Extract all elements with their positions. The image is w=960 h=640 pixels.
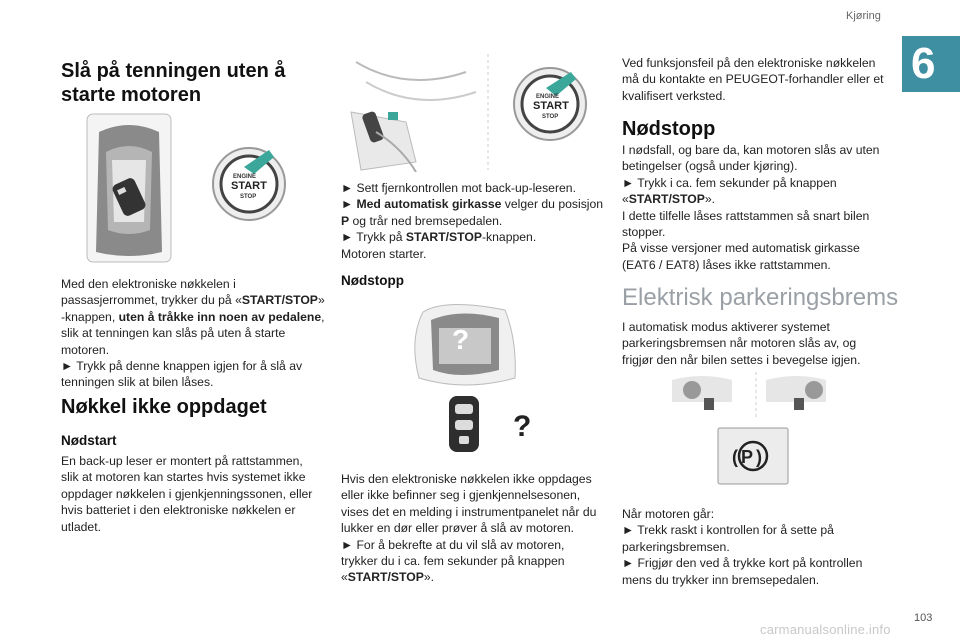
engine-label-1: ENGINE: [233, 174, 257, 180]
subheading-emergency-start: Nødstart: [61, 433, 117, 448]
start-label-1: START: [231, 180, 267, 192]
engine-label-2: ENGINE: [536, 94, 560, 100]
section-title-key-not-detected: Nøkkel ikke oppdaget: [61, 396, 267, 418]
paragraph-backup-start: ► Sett fjernkontrollen mot back-up-leseren. ► Med automatisk girkasse velger du posisjon P og trår ned bremsepedalen. ► Trykk på START/STOP-knappen. Motoren starter.: [341, 181, 604, 261]
paragraph-emergency-stop: I nødsfall, og bare da, kan motoren slås av uten betingelser (også under kjøring). ► Trykk i ca. fem sekunder på knappen «START/STOP». I dette tilfelle låses rattstammen så snart bilen stopper. På visse versjoner med automatisk girkasse (EAT6 / EAT8) låses ikke rattstammen.: [622, 143, 880, 272]
question-mark-key: ?: [513, 410, 532, 443]
section-title-parking-brake: Elektrisk parkeringsbrems: [622, 284, 899, 311]
stop-label-1: STOP: [240, 194, 257, 200]
parking-brake-lever-icon: [672, 372, 846, 487]
start-label-2: START: [533, 100, 569, 112]
running-header: Kjøring: [846, 10, 881, 22]
question-mark-car: ?: [452, 324, 470, 355]
chapter-number: 6: [911, 39, 936, 88]
paragraph-parking-brake-manual: Når motoren går: ► Trekk raskt i kontrollen for å sette på parkeringsbremsen. ► Frigjør den ved å trykke kort på kontrollen mens du trykker inn bremsepedalen.: [622, 507, 863, 587]
chapter-tab: [902, 36, 960, 92]
key-not-found-illustration: [405, 300, 540, 460]
subheading-emergency-stop-key: Nødstopp: [341, 273, 404, 288]
section-title-emergency-stop: Nødstopp: [622, 118, 716, 140]
stop-label-2: STOP: [542, 114, 559, 120]
watermark: carmanualsonline.info: [760, 622, 891, 637]
paragraph-malfunction: Ved funksjonsfeil på den elektroniske nøkkelen må du kontakte en PEUGEOT-forhandler eller et kvalifisert verksted.: [622, 56, 884, 103]
paragraph-parking-brake-auto: I automatisk modus aktiverer systemet parkeringsbremsen når motoren slås av, og frigjør den når bilen settes i bevegelse igjen.: [622, 320, 861, 367]
steering-column-key-icon: [346, 52, 600, 172]
paragraph-key-not-detected: Hvis den elektroniske nøkkelen ikke oppdages eller ikke befinner seg i gjenkjennelsesonen, vises det en melding i instrumentpanelet når du lukker en dør eller prøver å slå av motoren. ► For å bekrefte at du vil slå av motoren, trykker du i ca. fem sekunder på knappen «START/STOP».: [341, 472, 597, 585]
bullet-arrow: ►: [61, 359, 74, 374]
backup-reader-illustration: [346, 52, 600, 172]
car-key-illustration: [84, 112, 298, 264]
parking-brake-illustration: [672, 372, 846, 487]
parking-symbol: (P): [732, 447, 765, 467]
paragraph-emergency-start: En back-up leser er montert på rattstammen, slik at motoren kan startes hvis systemet ikke oppdager nøkkelen i gjenkjenningssonen, eller hvis batteriet i den elektroniske nøkkelen er utladet.: [61, 454, 313, 534]
section-title-ignition: Slå på tenningen uten å starte motoren: [61, 60, 286, 106]
page-number: 103: [914, 612, 933, 624]
paragraph-ignition: Med den elektroniske nøkkelen i passasjerrommet, trykker du på «START/STOP» -knappen, uten å tråkke inn noen av pedalene, slik at tenningen kan slås på uten å starte motoren. ► Trykk på denne knappen igjen for å slå av tenningen slik at bilen låses.: [61, 277, 325, 390]
